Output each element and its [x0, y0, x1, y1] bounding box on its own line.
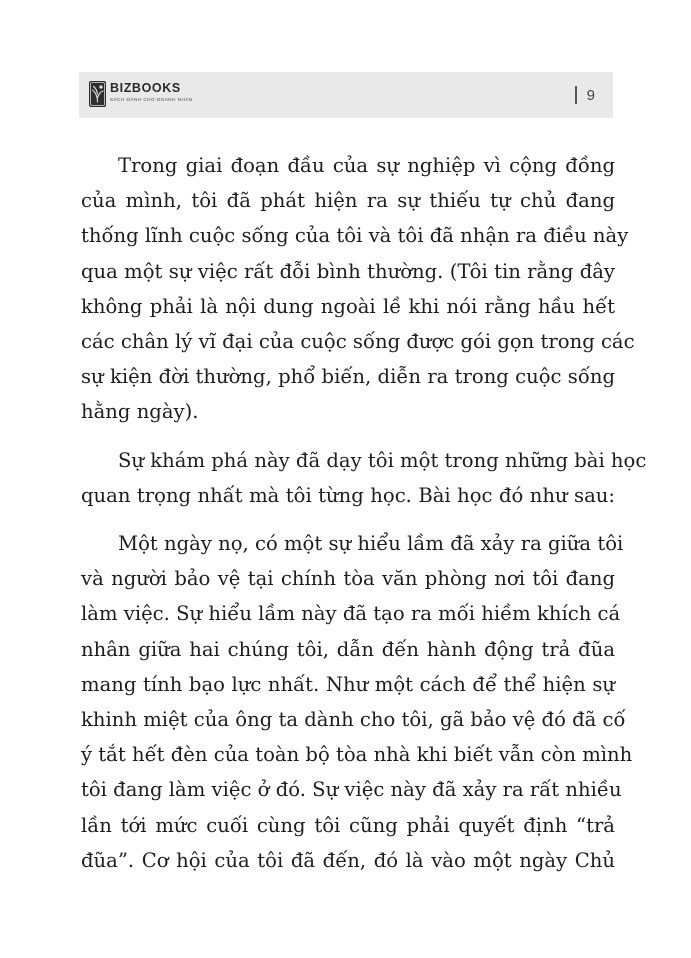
page-header [79, 72, 613, 118]
text-line: lần tới mức cuối cùng tôi cũng phải quyết định “trả [81, 813, 615, 837]
text-line: nhân giữa hai chúng tôi, dẫn đến hành động trả đũa [81, 637, 615, 661]
text-line: Trong giai đoạn đầu của sự nghiệp vì cộng đồng [118, 154, 615, 177]
text-line: không phải là nội dung ngoài lề khi nói rằng hầu hết [81, 294, 615, 318]
text-line: các chân lý vĩ đại của cuộc sống được gói gọn trong các [81, 330, 635, 354]
page-number: 9 [586, 86, 595, 104]
bizbooks-logo [89, 81, 193, 107]
text-line: và người bảo vệ tại chính tòa văn phòng nơi tôi đang [81, 567, 615, 591]
brand-tagline: SÁCH DÀNH CHO DOANH NHÂN [110, 97, 193, 102]
text-line: qua một sự việc rất đỗi bình thường. (Tôi tin rằng đây [81, 259, 615, 283]
text-line: sự kiện đời thường, phổ biến, diễn ra trong cuộc sống [81, 365, 615, 389]
paragraph [81, 148, 635, 430]
text-line: thống lĩnh cuộc sống của tôi và tôi đã nhận ra điều này [81, 224, 629, 248]
text-line: Sự khám phá này đã dạy tôi một trong những bài học [118, 448, 647, 472]
text-line: khinh miệt của ông ta dành cho tôi, gã bảo vệ đó đã cố [81, 708, 626, 732]
text-line: hằng ngày). [81, 400, 199, 424]
page-number-divider [575, 86, 577, 104]
text-line: của mình, tôi đã phát hiện ra sự thiếu tự chủ đang [81, 189, 615, 213]
text-line: tôi đang làm việc ở đó. Sự việc này đã xảy ra rất nhiều [81, 778, 622, 802]
book-plant-icon [89, 81, 106, 107]
text-line: quan trọng nhất mà tôi từng học. Bài học đó như sau: [81, 483, 615, 507]
brand-name: BIZBOOKS [110, 81, 181, 95]
text-line: ý tắt hết đèn của toàn bộ tòa nhà khi biết vẫn còn mình [81, 743, 633, 767]
paragraph [81, 443, 647, 513]
text-line: đũa”. Cơ hội của tôi đã đến, đó là vào một ngày Chủ [81, 848, 615, 872]
text-line: mang tính bạo lực nhất. Như một cách để thể hiện sự [81, 672, 615, 696]
text-line: làm việc. Sự hiểu lầm này đã tạo ra mối hiềm khích cá [81, 602, 621, 626]
text-line: Một ngày nọ, có một sự hiểu lầm đã xảy ra giữa tôi [118, 532, 624, 556]
page-number-group [575, 86, 595, 104]
paragraph [81, 526, 633, 878]
body-text [81, 148, 647, 891]
